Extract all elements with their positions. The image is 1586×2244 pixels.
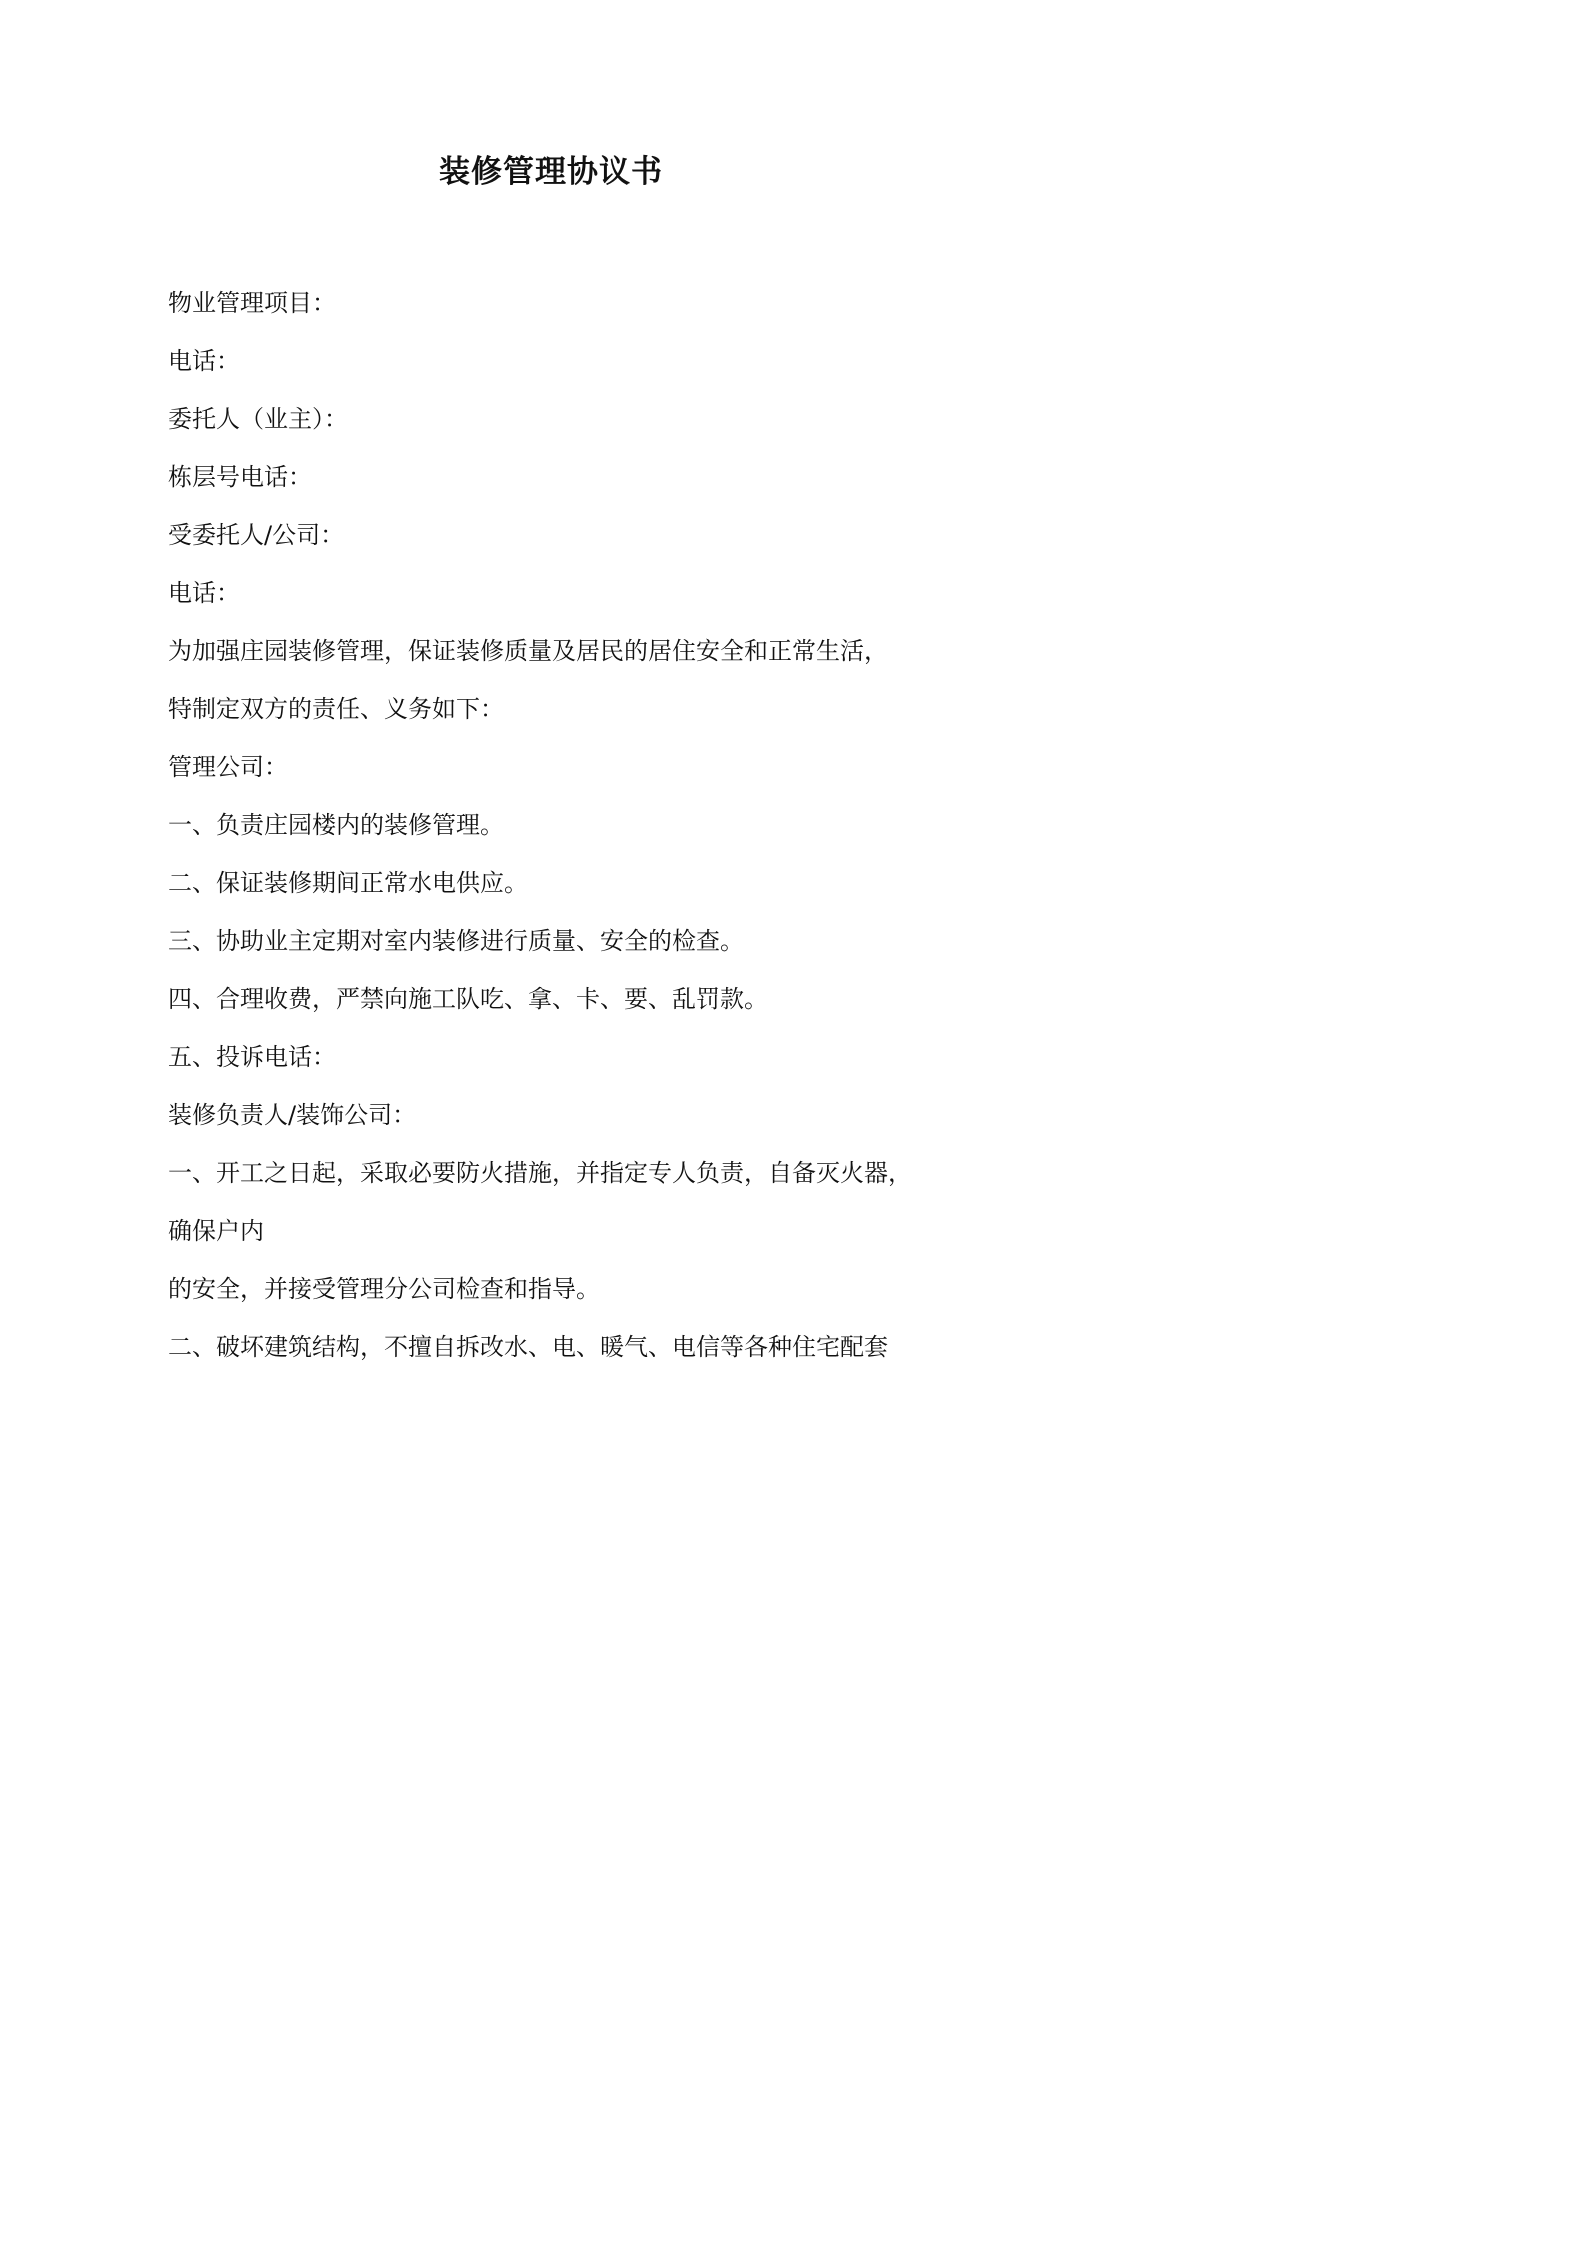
management-clause-1: 一、负责庄园楼内的装修管理。 xyxy=(168,811,504,839)
intro-line-2: 特制定双方的责任、义务如下： xyxy=(168,695,504,723)
intro-line-1: 为加强庄园装修管理，保证装修质量及居民的居住安全和正常生活， xyxy=(168,637,888,665)
section-heading-management: 管理公司： xyxy=(168,753,288,781)
document-body xyxy=(168,284,958,1386)
field-property-phone: 电话： xyxy=(168,347,240,375)
field-contractor-phone: 电话： xyxy=(168,579,240,607)
management-clause-5: 五、投诉电话： xyxy=(168,1043,336,1071)
section-heading-contractor: 装修负责人/装饰公司： xyxy=(168,1101,417,1129)
contractor-clause-1-cont-a: 确保户内 xyxy=(168,1217,264,1245)
management-clause-2: 二、保证装修期间正常水电供应。 xyxy=(168,869,528,897)
field-property-project: 物业管理项目： xyxy=(168,289,336,317)
management-clause-4: 四、合理收费，严禁向施工队吃、拿、卡、要、乱罚款。 xyxy=(168,985,768,1013)
field-unit-phone: 栋层号电话： xyxy=(168,463,312,491)
document-title: 装修管理协议书 xyxy=(439,154,663,190)
contractor-clause-1: 一、开工之日起，采取必要防火措施，并指定专人负责，自备灭火器， xyxy=(168,1159,912,1187)
field-contractor: 受委托人/公司： xyxy=(168,521,345,549)
contractor-clause-1-cont-b: 的安全，并接受管理分公司检查和指导。 xyxy=(168,1275,600,1303)
contractor-clause-2: 二、破坏建筑结构，不擅自拆改水、电、暖气、电信等各种住宅配套 xyxy=(168,1333,888,1361)
management-clause-3: 三、协助业主定期对室内装修进行质量、安全的检查。 xyxy=(168,927,744,955)
document-page xyxy=(0,0,1102,1559)
field-owner: 委托人（业主）： xyxy=(168,405,348,433)
